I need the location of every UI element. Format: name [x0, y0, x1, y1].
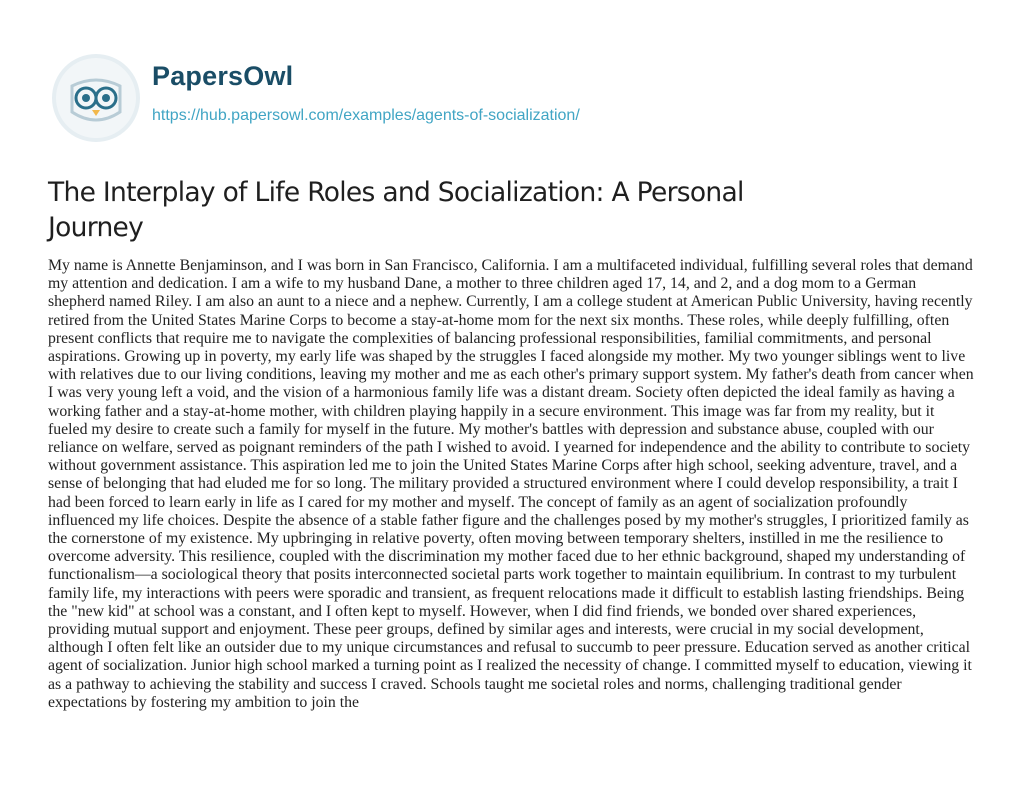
- brand-block: [152, 60, 580, 126]
- owl-logo-icon[interactable]: [48, 50, 144, 146]
- article-body: My name is Annette Benjaminson, and I was born in San Francisco, California. I am a multifaceted individual, fulfilling several roles that demand my attention and dedication. I am a wife to my husband Dane, a mother to three children aged 17, 14, and 2, and a dog mom to a German shepherd named Riley. I am also an aunt to a niece and a nephew. Currently, I am a college student at American Public University, having recently retired from the United States Marine Corps to become a stay-at-home mom for the next six months. These roles, while deeply fulfilling, often present conflicts that require me to navigate the complexities of balancing professional responsibilities, familial commitments, and personal aspirations. Growing up in poverty, my early life was shaped by the struggles I faced alongside my mother. My two younger siblings went to live with relatives due to our living conditions, leaving my mother and me as each other's primary support system. My father's death from cancer when I was very young left a void, and the vision of a harmonious family life was a distant dream. Society often depicted the ideal family as having a working father and a stay-at-home mother, with children playing happily in a secure environment. This image was far from my reality, but it fueled my desire to create such a family for myself in the future. My mother's battles with depression and substance abuse, coupled with our reliance on welfare, served as poignant reminders of the path I wished to avoid. I yearned for independence and the ability to contribute to society without government assistance. This aspiration led me to join the United States Marine Corps after high school, seeking adventure, travel, and a sense of belonging that had eluded me for so long. The military provided a structured environment where I could develop responsibility, a trait I had been forced to learn early in life as I cared for my mother and myself. The concept of family as an agent of socialization profoundly influenced my life choices. Despite the absence of a stable father figure and the challenges posed by my mother's struggles, I prioritized family as the cornerstone of my existence. My upbringing in relative poverty, often moving between temporary shelters, instilled in me the resilience to overcome adversity. This resilience, coupled with the discrimination my mother faced due to her ethnic background, shaped my understanding of functionalism—a sociological theory that posits interconnected societal parts work together to maintain equilibrium. In contrast to my turbulent family life, my interactions with peers were sporadic and transient, as frequent relocations made it difficult to establish lasting friendships. Being the "new kid" at school was a constant, and I often kept to myself. However, when I did find friends, we bonded over shared experiences, providing mutual support and enjoyment. These peer groups, defined by similar ages and interests, were crucial in my social development, although I often felt like an outsider due to my unique circumstances and refusal to succumb to peer pressure. Education served as another critical agent of socialization. Junior high school marked a turning point as I realized the necessity of change. I committed myself to education, viewing it as a pathway to achieving the stability and success I craved. Schools taught me societal roles and norms, challenging traditional gender expectations by fostering my ambition to join the: [48, 257, 974, 711]
- source-url-link[interactable]: https://hub.papersowl.com/examples/agents-of-socialization/: [152, 107, 580, 124]
- article-title: The Interplay of Life Roles and Socialization: A Personal Journey: [48, 177, 744, 243]
- brand-name[interactable]: PapersOwl: [152, 61, 294, 91]
- site-header: [48, 50, 580, 146]
